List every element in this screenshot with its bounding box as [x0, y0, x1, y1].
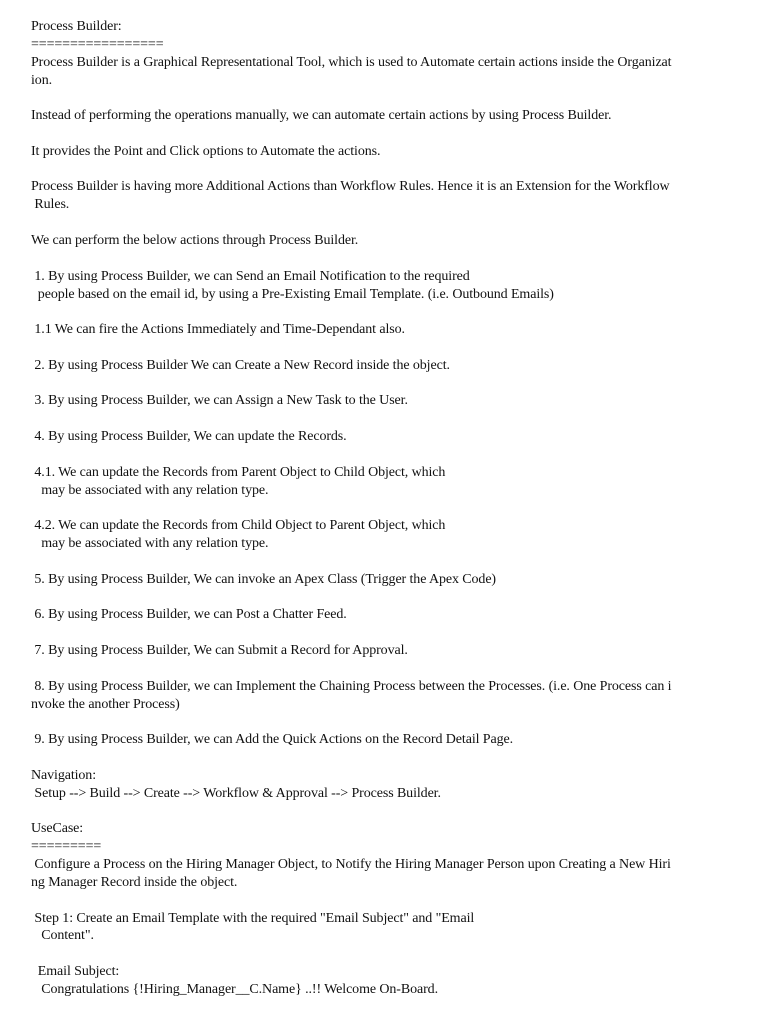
document-line: 3. By using Process Builder, we can Assign a New Task to the User. — [31, 393, 408, 408]
document-line: 6. By using Process Builder, we can Post a Chatter Feed. — [31, 607, 347, 622]
document-line — [31, 624, 740, 642]
document-line: We can perform the below actions through Process Builder. — [31, 233, 359, 248]
document-line: may be associated with any relation type. — [31, 536, 269, 551]
document-line: 2. By using Process Builder We can Create a New Record inside the object. — [31, 358, 450, 373]
document-line — [31, 214, 740, 232]
document-line — [31, 553, 740, 571]
document-line: It provides the Point and Click options to Automate the actions. — [31, 144, 381, 159]
document-line: nvoke the another Process) — [31, 697, 180, 712]
document-line: 4.2. We can update the Records from Child Object to Parent Object, which — [31, 518, 446, 533]
document-line — [31, 803, 740, 821]
document-line — [31, 945, 740, 963]
document-line: Instead of performing the operations manually, we can automate certain actions by using Process Builder. — [31, 108, 612, 123]
document-line: 4. By using Process Builder, We can update the Records. — [31, 429, 347, 444]
document-line: Navigation: — [31, 768, 96, 783]
document-line: UseCase: — [31, 821, 84, 836]
document-line — [31, 892, 740, 910]
document-line: ================= — [31, 37, 164, 52]
document-line: 1.1 We can fire the Actions Immediately and Time-Dependant also. — [31, 322, 405, 337]
document-line: Content". — [31, 928, 94, 943]
document-line — [31, 250, 740, 268]
document-line: Email Subject: — [31, 964, 120, 979]
document-line: 9. By using Process Builder, we can Add the Quick Actions on the Record Detail Page. — [31, 732, 514, 747]
document-line — [31, 446, 740, 464]
document-line: Process Builder is having more Additional Actions than Workflow Rules. Hence it is an Extension for the Workflow — [31, 179, 670, 194]
document-line: 4.1. We can update the Records from Parent Object to Child Object, which — [31, 465, 446, 480]
document-line — [31, 303, 740, 321]
document-line — [31, 410, 740, 428]
document-line — [31, 339, 740, 357]
document-line — [31, 499, 740, 517]
document-line — [31, 714, 740, 732]
document-line — [31, 125, 740, 143]
document-line: ========= — [31, 839, 102, 854]
document-line: Step 1: Create an Email Template with the required "Email Subject" and "Email — [31, 911, 475, 926]
document-line — [31, 375, 740, 393]
document-line: 1. By using Process Builder, we can Send an Email Notification to the required — [31, 269, 470, 284]
document-line: Process Builder is a Graphical Representational Tool, which is used to Automate certain actions inside the Organizat — [31, 55, 672, 70]
document-line: 5. By using Process Builder, We can invoke an Apex Class (Trigger the Apex Code) — [31, 572, 496, 587]
document-line: Congratulations {!Hiring_Manager__C.Name} ..!! Welcome On-Board. — [31, 982, 438, 997]
document-line: Process Builder: — [31, 19, 122, 34]
document-line — [31, 660, 740, 678]
document-line: may be associated with any relation type. — [31, 483, 269, 498]
document-line: 7. By using Process Builder, We can Submit a Record for Approval. — [31, 643, 408, 658]
document-line: ion. — [31, 73, 52, 88]
document-line — [31, 589, 740, 607]
document-line: Rules. — [31, 197, 70, 212]
document-line — [31, 161, 740, 179]
document-line: Setup --> Build --> Create --> Workflow & Approval --> Process Builder. — [31, 786, 441, 801]
document-line: Configure a Process on the Hiring Manager Object, to Notify the Hiring Manager Person upon Creating a New Hiri — [31, 857, 671, 872]
document-line — [31, 749, 740, 767]
document-line: 8. By using Process Builder, we can Implement the Chaining Process between the Processes. (i.e. One Process can i — [31, 679, 672, 694]
document-line: ng Manager Record inside the object. — [31, 875, 238, 890]
document-line: people based on the email id, by using a Pre-Existing Email Template. (i.e. Outbound Emails) — [31, 287, 554, 302]
document-line — [31, 90, 740, 108]
